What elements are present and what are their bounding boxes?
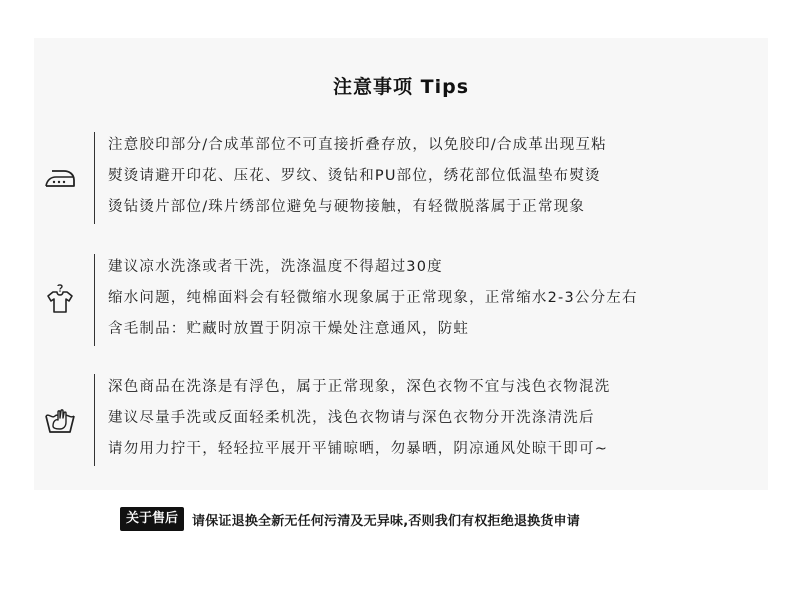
- section-ironing: [34, 130, 768, 226]
- tip-line: 深色商品在洗涤是有浮色，属于正常现象，深色衣物不宜与浅色衣物混洗: [108, 379, 611, 395]
- divider: [94, 132, 95, 224]
- page-title: 注意事项 Tips: [333, 76, 469, 98]
- shirt-icon: [42, 282, 78, 318]
- iron-icon: [42, 160, 78, 196]
- tip-line: 熨烫请避开印花、压花、罗纹、烫钻和PU部位，绣花部位低温垫布熨烫: [108, 168, 601, 184]
- divider: [94, 374, 95, 466]
- tip-line: 烫钻烫片部位/珠片绣部位避免与硬物接触，有轻微脱落属于正常现象: [108, 199, 586, 215]
- section-ironing-text: [108, 130, 758, 223]
- tip-line: 含毛制品：贮藏时放置于阴凉干燥处注意通风，防蛀: [108, 321, 470, 337]
- section-washing-text: [108, 252, 758, 345]
- divider: [94, 254, 95, 346]
- tip-line: 请勿用力拧干，轻轻拉平展开平铺晾晒，勿暴晒，阴凉通风处晾干即可~: [108, 441, 609, 457]
- tip-line: 建议凉水洗涤或者干洗，洗涤温度不得超过30度: [108, 259, 443, 275]
- after-sales-text: 请保证退换全新无任何污清及无异味,否则我们有权拒绝退换货申请: [192, 513, 580, 529]
- after-sales-note: [120, 506, 580, 532]
- tip-line: 缩水问题，纯棉面料会有轻微缩水现象属于正常现象，正常缩水2-3公分左右: [108, 290, 638, 306]
- tip-line: 建议尽量手洗或反面轻柔机洗，浅色衣物请与深色衣物分开洗涤清洗后: [108, 410, 595, 426]
- section-hand-wash-text: [108, 372, 758, 465]
- hand-wash-icon: [42, 402, 78, 438]
- tip-line: 注意胶印部分/合成革部位不可直接折叠存放，以免胶印/合成革出现互粘: [108, 137, 607, 153]
- section-hand-wash: [34, 372, 768, 468]
- after-sales-badge: 关于售后: [120, 507, 184, 531]
- tips-panel: [34, 38, 768, 490]
- section-washing: [34, 252, 768, 348]
